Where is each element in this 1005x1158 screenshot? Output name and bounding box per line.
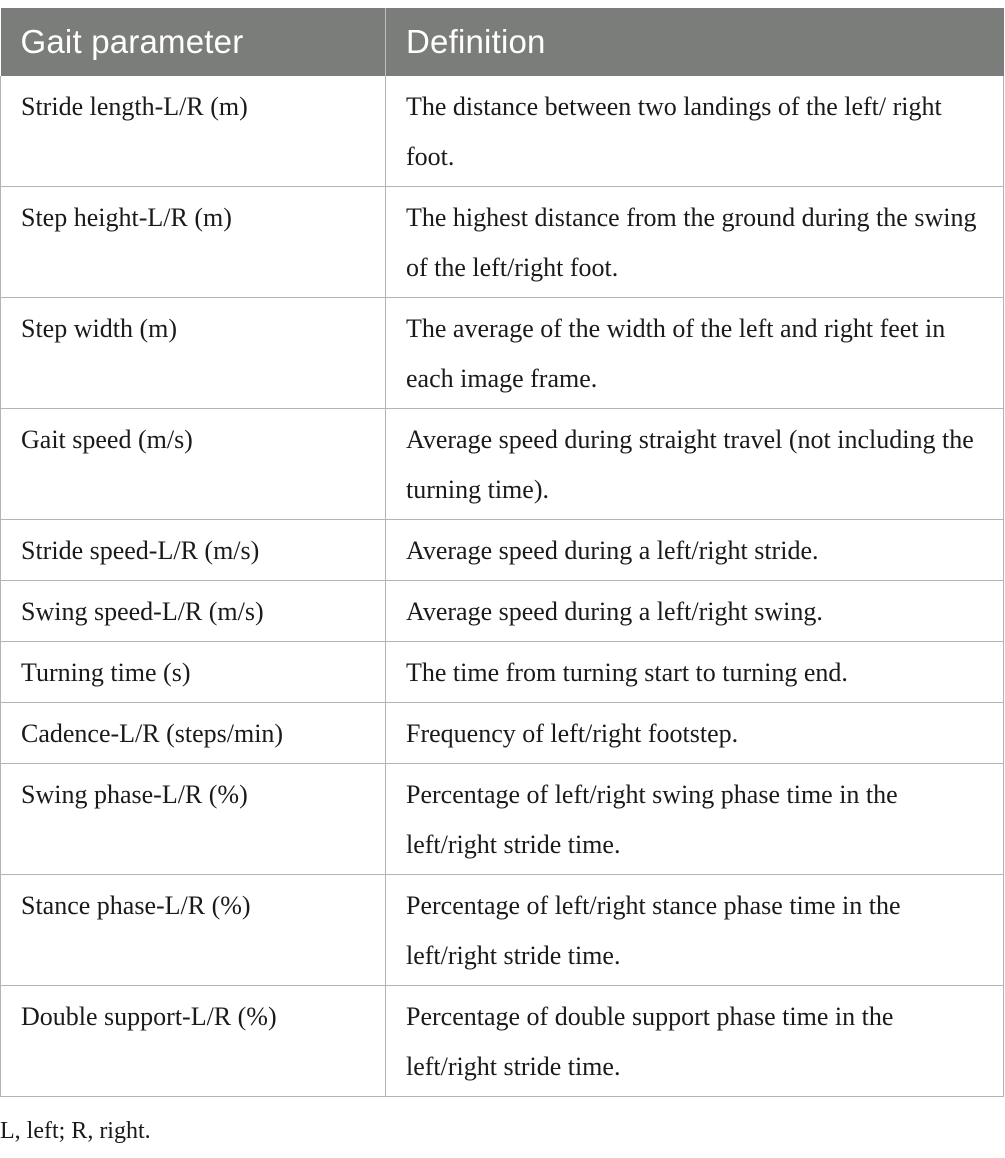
parameter-cell: Cadence-L/R (steps/min) xyxy=(1,703,386,764)
table-body xyxy=(1,76,1004,1097)
definition-cell: Frequency of left/right footstep. xyxy=(386,703,1004,764)
parameter-cell: Stance phase-L/R (%) xyxy=(1,875,386,986)
header-row xyxy=(1,8,1004,76)
header-gait-parameter: Gait parameter xyxy=(1,8,386,76)
table-row xyxy=(1,76,1004,187)
table-row xyxy=(1,875,1004,986)
parameter-cell: Stride speed-L/R (m/s) xyxy=(1,520,386,581)
table-row xyxy=(1,703,1004,764)
header-definition: Definition xyxy=(386,8,1004,76)
parameter-cell: Swing speed-L/R (m/s) xyxy=(1,581,386,642)
definition-cell: The highest distance from the ground during the swing of the left/right foot. xyxy=(386,187,1004,298)
gait-parameter-table xyxy=(0,8,1003,1097)
definition-cell: Percentage of double support phase time in the left/right stride time. xyxy=(386,986,1004,1097)
table-row xyxy=(1,520,1004,581)
table-row xyxy=(1,581,1004,642)
table-row xyxy=(1,298,1004,409)
definition-cell: Percentage of left/right swing phase time in the left/right stride time. xyxy=(386,764,1004,875)
parameter-cell: Turning time (s) xyxy=(1,642,386,703)
table-row xyxy=(1,409,1004,520)
parameter-cell: Step width (m) xyxy=(1,298,386,409)
parameter-cell: Gait speed (m/s) xyxy=(1,409,386,520)
table-footnote: L, left; R, right. xyxy=(0,1118,151,1144)
definition-cell: Average speed during straight travel (not including the turning time). xyxy=(386,409,1004,520)
table-row xyxy=(1,764,1004,875)
table-header xyxy=(1,8,1004,76)
definition-cell: Average speed during a left/right swing. xyxy=(386,581,1004,642)
table-row xyxy=(1,986,1004,1097)
parameter-cell: Swing phase-L/R (%) xyxy=(1,764,386,875)
parameter-cell: Stride length-L/R (m) xyxy=(1,76,386,187)
parameter-cell: Double support-L/R (%) xyxy=(1,986,386,1097)
definition-cell: Average speed during a left/right stride. xyxy=(386,520,1004,581)
table xyxy=(0,8,1004,1097)
definition-cell: The average of the width of the left and right feet in each image frame. xyxy=(386,298,1004,409)
definition-cell: Percentage of left/right stance phase time in the left/right stride time. xyxy=(386,875,1004,986)
parameter-cell: Step height-L/R (m) xyxy=(1,187,386,298)
table-row xyxy=(1,642,1004,703)
definition-cell: The distance between two landings of the left/ right foot. xyxy=(386,76,1004,187)
table-row xyxy=(1,187,1004,298)
definition-cell: The time from turning start to turning end. xyxy=(386,642,1004,703)
